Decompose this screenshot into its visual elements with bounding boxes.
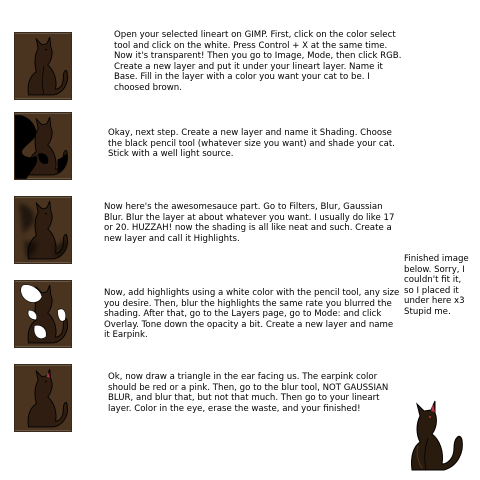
cat-shading-image	[15, 113, 71, 179]
step-3-text: Now here's the awesomesauce part. Go to Filters, Blur, Gaussian Blur. Blur the layer at about whatever you want. I usually do like 17 or 20. HUZZAH! now the shading is all like neat and such. Create a new layer and call it Highlights.	[104, 202, 395, 244]
step-2-text: Okay, next step. Create a new layer and name it Shading. Choose the black pencil tool (whatever size you want) and shade your cat. Stick with a well light source.	[108, 128, 396, 160]
finished-image-note: Finished image below. Sorry, I couldn't fit it, so I placed it under here x3 Stupid me.	[404, 254, 469, 317]
step-2-thumbnail	[14, 112, 72, 180]
step-1-thumbnail	[14, 32, 72, 100]
step-3-thumbnail	[14, 196, 72, 264]
cat-base-image	[15, 33, 71, 99]
step-1-text: Open your selected lineart on GIMP. First, click on the color select tool and click on the white. Press Control + X at the same time. Now it's transparent! Then you go to Image, Mode, then click RGB. Create a new layer and put it under your lineart layer. Name it Base. Fill in the layer with a color you want your cat to be. I choosed brown.	[114, 30, 402, 93]
cat-earpink-image	[15, 365, 71, 431]
cat-blurred-image	[15, 197, 71, 263]
step-5-text: Ok, now draw a triangle in the ear facing us. The earpink color should be red or a pink. Then, go to the blur tool, NOT GAUSSIAN BLUR, and blur that, but not that much. Then go to your lineart layer. Color in the eye, erase the waste, and your finished!	[108, 372, 389, 414]
finished-cat-image	[404, 398, 468, 474]
finished-cat-drawing	[404, 398, 468, 474]
cat-highlights-image	[15, 281, 71, 347]
step-4-thumbnail	[14, 280, 72, 348]
step-4-text: Now, add highlights using a white color with the pencil tool, any size you desire. Then, blur the highlights the same rate you blurred the shading. After that, go to the Layers page, go to Mode: and click Overlay. Tone down the opacity a bit. Create a new layer and name it Earpink.	[104, 288, 400, 341]
step-5-thumbnail	[14, 364, 72, 432]
